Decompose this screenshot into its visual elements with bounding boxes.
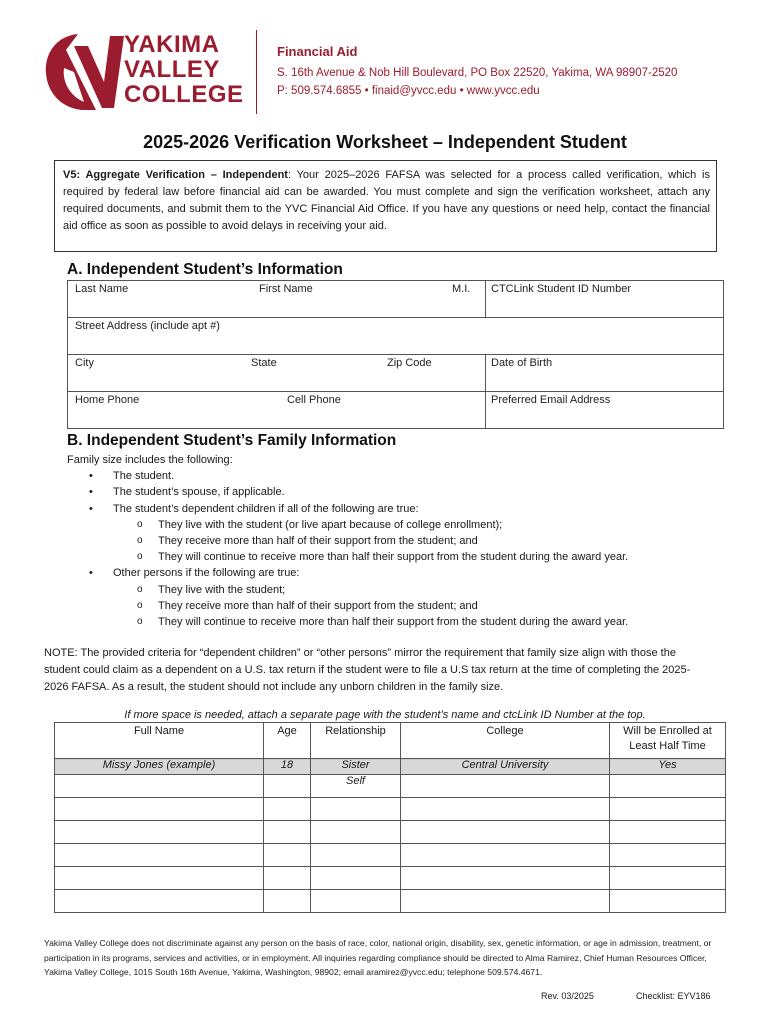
table-cell[interactable] [264, 867, 311, 890]
table-cell[interactable] [264, 844, 311, 867]
table-cell[interactable] [311, 844, 401, 867]
table-cell[interactable] [311, 890, 401, 913]
header-divider [256, 30, 257, 114]
office-contact: P: 509.574.6855 • finaid@yvcc.edu • www.yvcc.edu [277, 85, 540, 97]
table-cell[interactable] [401, 798, 610, 821]
family-members-table [54, 722, 726, 913]
column-header: Full Name [55, 723, 264, 759]
revision-date: Rev. 03/2025 [541, 991, 594, 1001]
date-of-birth-field[interactable]: Date of Birth [491, 357, 553, 369]
table-cell[interactable] [610, 775, 726, 798]
list-item: • Other persons if the following are true: [67, 565, 628, 581]
list-subitem: o They live with the student; [67, 582, 628, 598]
table-cell[interactable] [55, 798, 264, 821]
table-cell[interactable] [264, 890, 311, 913]
table-cell[interactable] [55, 821, 264, 844]
table-cell[interactable] [264, 821, 311, 844]
list-subitem: o They will continue to receive more than half their support from the student during the award year. [67, 614, 628, 630]
section-b-title: B. Independent Student’s Family Information [67, 432, 397, 449]
list-subitem: o They live with the student (or live apart because of college enrollment); [67, 517, 628, 533]
table-cell[interactable]: Self [311, 775, 401, 798]
page-title: 2025-2026 Verification Worksheet – Independent Student [143, 132, 627, 152]
checklist-code: Checklist: EYV186 [636, 991, 711, 1001]
table-row [55, 867, 726, 890]
list-subitem: o They receive more than half of their support from the student; and [67, 533, 628, 549]
table-row [55, 798, 726, 821]
table-row [55, 890, 726, 913]
more-space-instruction: If more space is needed, attach a separate page with the student’s name and ctcLink ID Number at the top. [124, 709, 646, 721]
list-item: • The student’s dependent children if all of the following are true: [67, 501, 628, 517]
table-cell[interactable] [55, 844, 264, 867]
list-subitem: o They receive more than half of their support from the student; and [67, 598, 628, 614]
list-item: • The student. [67, 468, 628, 484]
email-field[interactable]: Preferred Email Address [491, 394, 611, 406]
intro-text: V5: Aggregate Verification – Independent: Your 2025–2026 FAFSA was selected for a process called verification, which is required by federal law before financial aid can be awarded. You must complete and sign the verification worksheet, attach any required documents, and submit them to the YVC Financial Aid Office. If you have any questions or need help, contact the financial aid office as soon as possible to avoid delays in receiving your aid. [63, 169, 710, 232]
zip-code-field[interactable]: Zip Code [387, 357, 432, 369]
family-size-note: NOTE: The provided criteria for “dependent children” or “other persons” mirror the requirement that family size align with those the student could claim as a dependent on a U.S. tax return if the student were to file a U.S tax return at the time of completing the 2025-2026 FAFSA. As a result, the student should not include any unborn children in the family size. [44, 647, 691, 693]
family-size-intro: Family size includes the following: [67, 454, 233, 466]
table-cell[interactable] [610, 844, 726, 867]
table-cell[interactable] [610, 890, 726, 913]
column-header: Relationship [311, 723, 401, 759]
table-row [55, 844, 726, 867]
table-cell[interactable] [610, 798, 726, 821]
table-cell[interactable] [311, 821, 401, 844]
table-cell[interactable] [311, 798, 401, 821]
last-name-field[interactable]: Last Name [75, 283, 129, 295]
table-cell[interactable] [401, 775, 610, 798]
table-cell[interactable] [264, 775, 311, 798]
table-cell[interactable] [401, 867, 610, 890]
table-cell[interactable] [401, 890, 610, 913]
table-cell[interactable] [610, 821, 726, 844]
table-row [55, 775, 726, 798]
column-header: Age [264, 723, 311, 759]
office-title: Financial Aid [277, 44, 358, 59]
home-phone-field[interactable]: Home Phone [75, 394, 140, 406]
column-header: Will be Enrolled at Least Half Time [610, 723, 726, 759]
table-cell[interactable] [55, 890, 264, 913]
table-cell[interactable] [311, 867, 401, 890]
table-cell: Central University [401, 759, 610, 775]
example-row [55, 759, 726, 775]
table-row [55, 821, 726, 844]
state-field[interactable]: State [251, 357, 277, 369]
first-name-field[interactable]: First Name [259, 283, 313, 295]
street-address-field[interactable]: Street Address (include apt #) [75, 320, 220, 332]
list-subitem: o They will continue to receive more than half their support from the student during the award year. [67, 549, 628, 565]
table-cell[interactable] [264, 798, 311, 821]
table-cell: Missy Jones (example) [55, 759, 264, 775]
section-a-title: A. Independent Student’s Information [67, 261, 343, 278]
nondiscrimination-statement: Yakima Valley College does not discriminate against any person on the basis of race, color, national origin, disability, sex, genetic information, or age in admission, treatment, or participation in its programs, services and activities, or in employment. All inquiries regarding compliance should be directed to Alma Ramirez, Chief Human Resources Officer, Yakima Valley College, 1015 South 16th Avenue, Yakima, Washington, 98902; email aramirez@yvcc.edu; telephone 509.574.4671. [44, 938, 712, 977]
table-cell[interactable] [55, 775, 264, 798]
intro-box [54, 160, 717, 252]
table-header-row [55, 723, 726, 759]
list-item: • The student’s spouse, if applicable. [67, 484, 628, 500]
table-cell[interactable] [610, 867, 726, 890]
ctclink-id-field[interactable]: CTCLink Student ID Number [491, 283, 631, 295]
table-cell[interactable] [401, 844, 610, 867]
table-cell: Sister [311, 759, 401, 775]
table-cell[interactable] [55, 867, 264, 890]
student-info-grid [67, 280, 724, 429]
city-field[interactable]: City [75, 357, 94, 369]
office-address: S. 16th Avenue & Nob Hill Boulevard, PO Box 22520, Yakima, WA 98907-2520 [277, 67, 678, 79]
column-header: College [401, 723, 610, 759]
family-size-list [67, 452, 628, 630]
college-wordmark: YAKIMA VALLEY COLLEGE [124, 31, 244, 108]
middle-initial-field[interactable]: M.I. [452, 283, 471, 295]
table-cell[interactable] [401, 821, 610, 844]
table-cell: 18 [264, 759, 311, 775]
table-cell: Yes [610, 759, 726, 775]
cell-phone-field[interactable]: Cell Phone [287, 394, 341, 406]
